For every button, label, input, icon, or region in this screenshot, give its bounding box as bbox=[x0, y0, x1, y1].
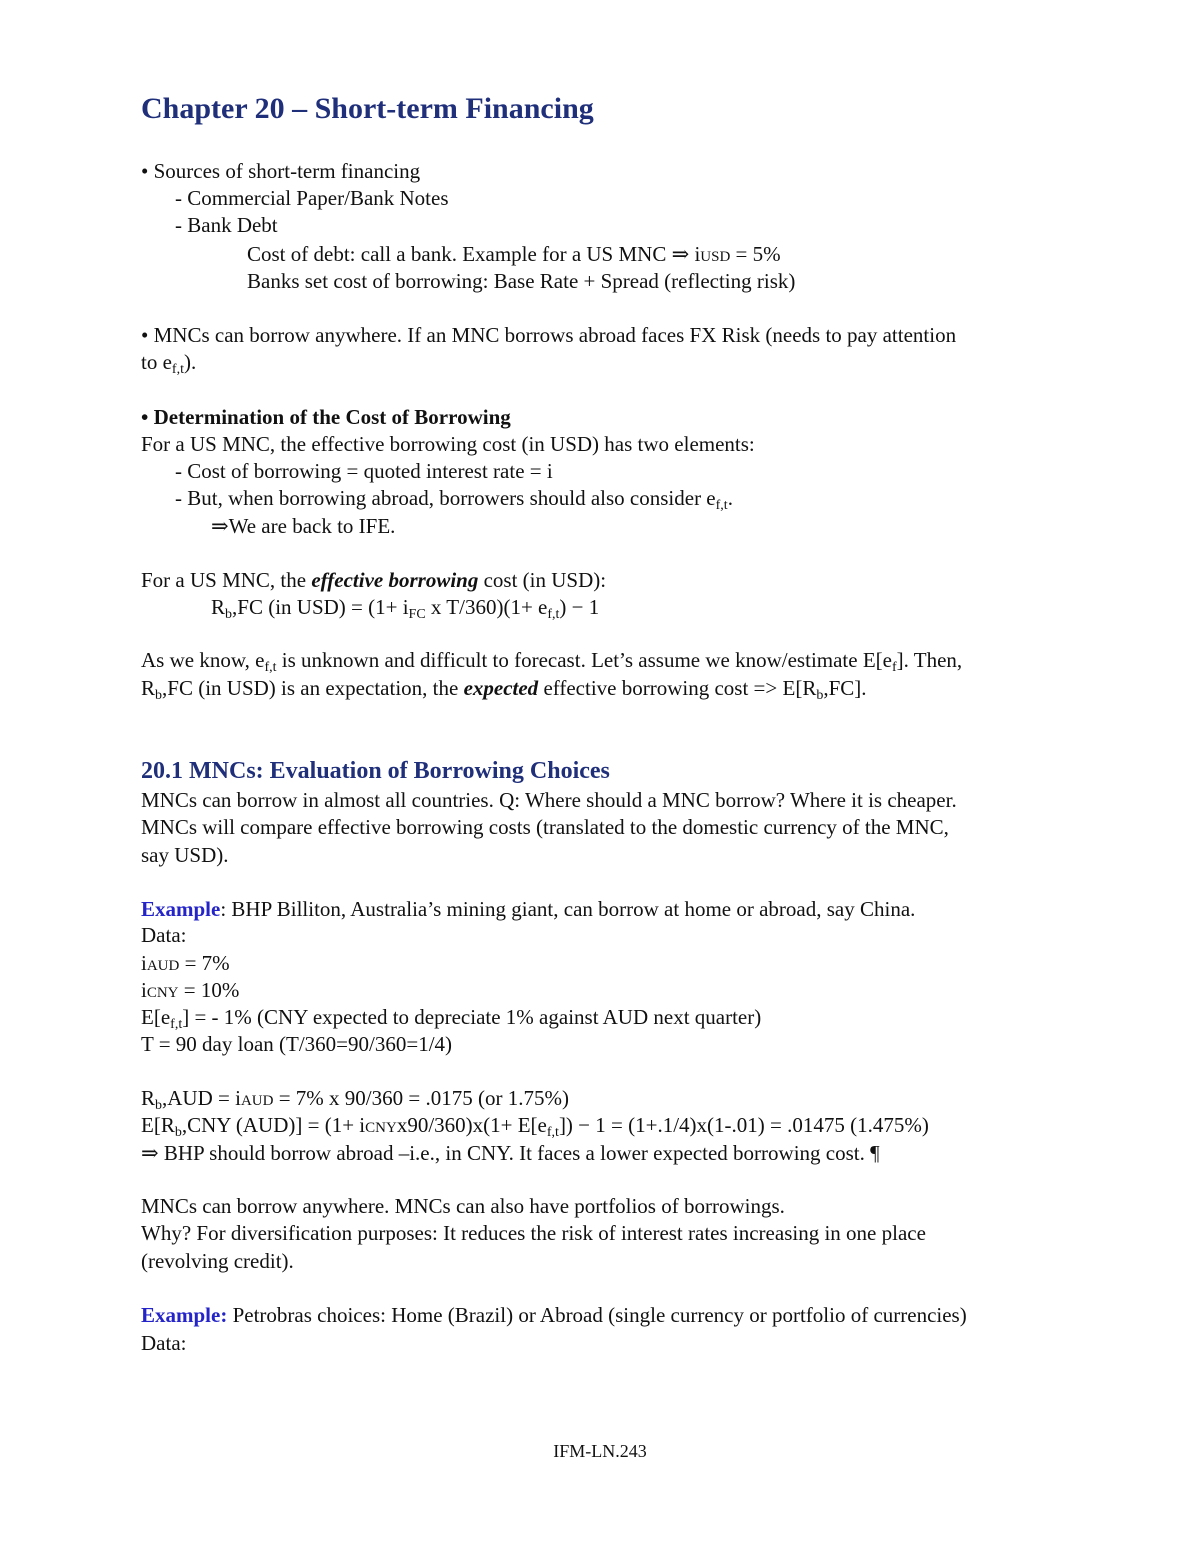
effective-cost-line: For a US MNC, the effective borrowing cost (in USD): bbox=[141, 568, 607, 592]
effective-cost-formula: Rb,FC (in USD) = (1+ iFC x T/360)(1+ ef,t) − 1 bbox=[211, 595, 600, 622]
example-1-line: Example: BHP Billiton, Australia’s mining giant, can borrow at home or abroad, say China. bbox=[141, 897, 916, 921]
example-1-i-cny: iCNY = 10% bbox=[141, 978, 240, 1002]
sources-item-bank-debt: - Bank Debt bbox=[175, 213, 278, 237]
example-2-line: Example: Petrobras choices: Home (Brazil) or Abroad (single currency or portfolio of currencies) bbox=[141, 1303, 967, 1327]
example-1-r-aud: Rb,AUD = iAUD = 7% x 90/360 = .0175 (or 1.75%) bbox=[141, 1086, 569, 1113]
portfolios-line-2: Why? For diversification purposes: It reduces the risk of interest rates increasing in one place bbox=[141, 1221, 926, 1245]
chapter-title: Chapter 20 – Short-term Financing bbox=[141, 92, 594, 125]
determination-item-1: - Cost of borrowing = quoted interest rate = i bbox=[175, 459, 553, 483]
example-1-loan-term: T = 90 day loan (T/360=90/360=1/4) bbox=[141, 1032, 453, 1056]
example-1-conclusion: ⇒ BHP should borrow abroad –i.e., in CNY. It faces a lower expected borrowing cost. ¶ bbox=[141, 1141, 880, 1165]
as-we-know-line-1: As we know, ef,t is unknown and difficult to forecast. Let’s assume we know/estimate E[ef]. Then, bbox=[141, 648, 963, 675]
determination-item-3: ⇒We are back to IFE. bbox=[211, 514, 396, 538]
example-1-r-cny: E[Rb,CNY (AUD)] = (1+ iCNYx90/360)x(1+ E[ef,t]) − 1 = (1+.1/4)x(1-.01) = .01475 (1.475%) bbox=[141, 1113, 929, 1140]
determination-intro: For a US MNC, the effective borrowing cost (in USD) has two elements: bbox=[141, 432, 755, 456]
example-1-expected-depreciation: E[ef,t] = - 1% (CNY expected to depreciate 1% against AUD next quarter) bbox=[141, 1005, 762, 1032]
as-we-know-line-2: Rb,FC (in USD) is an expectation, the expected effective borrowing cost => E[Rb,FC]. bbox=[141, 676, 867, 703]
section-heading: 20.1 MNCs: Evaluation of Borrowing Choices bbox=[141, 758, 610, 784]
portfolios-line-1: MNCs can borrow anywhere. MNCs can also have portfolios of borrowings. bbox=[141, 1194, 785, 1218]
sources-heading: • Sources of short-term financing bbox=[141, 159, 421, 183]
portfolios-line-3: (revolving credit). bbox=[141, 1249, 294, 1273]
banks-set-cost-line: Banks set cost of borrowing: Base Rate + Spread (reflecting risk) bbox=[247, 269, 796, 293]
cost-of-debt-line: Cost of debt: call a bank. Example for a US MNC ⇒ iUSD = 5% bbox=[247, 242, 781, 266]
example-2-data-label: Data: bbox=[141, 1331, 187, 1355]
determination-item-2: - But, when borrowing abroad, borrowers should also consider ef,t. bbox=[175, 486, 733, 513]
determination-heading: • Determination of the Cost of Borrowing bbox=[141, 405, 511, 429]
example-1-i-aud: iAUD = 7% bbox=[141, 951, 230, 975]
example-1-data-label: Data: bbox=[141, 923, 187, 947]
sources-item-commercial-paper: - Commercial Paper/Bank Notes bbox=[175, 186, 449, 210]
section-paragraph-line-2: MNCs will compare effective borrowing costs (translated to the domestic currency of the MNC, bbox=[141, 815, 949, 839]
section-paragraph-line-3: say USD). bbox=[141, 843, 229, 867]
page-footer: IFM-LN.243 bbox=[553, 1441, 647, 1461]
mnc-anywhere-line-2: to ef,t). bbox=[141, 350, 197, 377]
section-paragraph-line-1: MNCs can borrow in almost all countries. Q: Where should a MNC borrow? Where it is cheaper. bbox=[141, 788, 957, 812]
mnc-anywhere-line-1: • MNCs can borrow anywhere. If an MNC borrows abroad faces FX Risk (needs to pay attention bbox=[141, 323, 957, 347]
